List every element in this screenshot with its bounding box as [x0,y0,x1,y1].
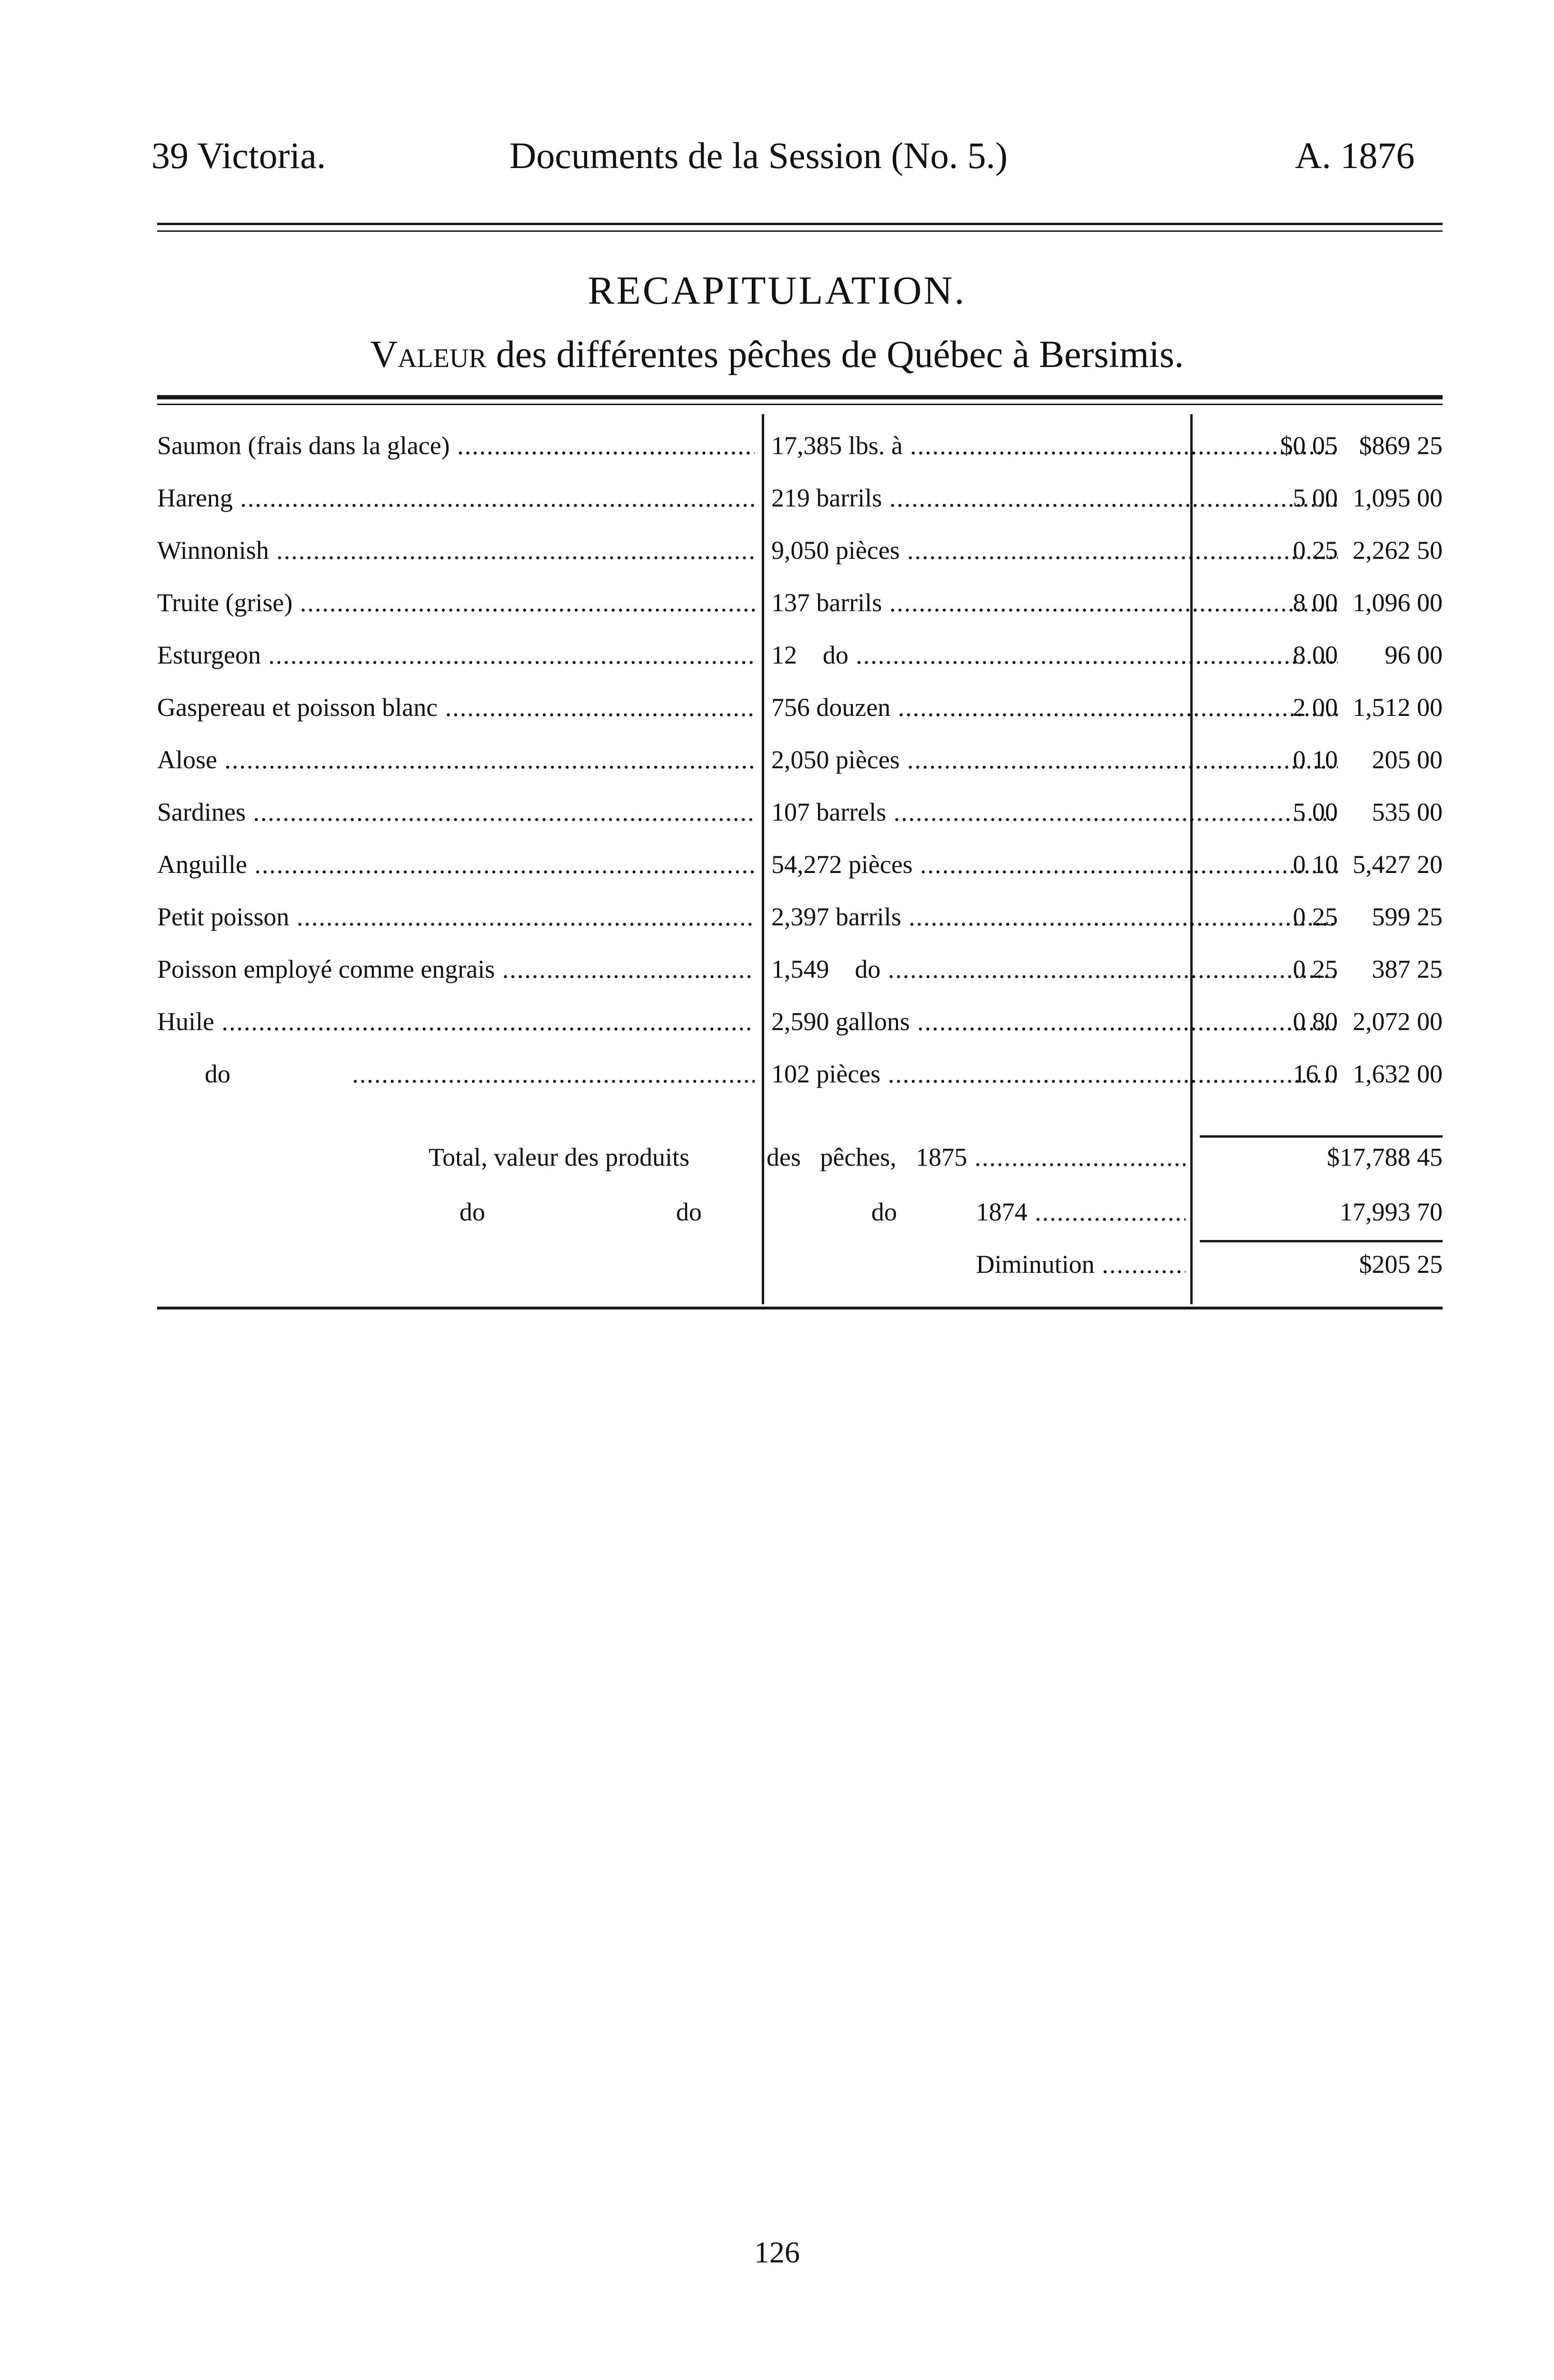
page-title: RECAPITULATION. [588,268,966,313]
total-1874-text: 1874 [976,1198,1027,1226]
row-quantity: 137 barrils ..... [771,588,1338,617]
row-quantity: 756 douzen ..... [771,693,1338,722]
row-value: 2,262 50 [1353,536,1443,565]
row-label: Petit poisson ..... [157,902,755,932]
row-rate: 5 00 [1293,484,1338,512]
row-quantity: 219 barrils ..... [771,483,1338,513]
row-quantity: 107 barrels ..... [771,797,1338,827]
total-rule [1200,1135,1443,1138]
row-label: Gaspereau et poisson blanc ..... [157,693,755,722]
page-number: 126 [754,2235,800,2269]
diminution-value: $205 25 [1359,1250,1443,1279]
row-value: 599 25 [1372,902,1443,931]
table-row [157,850,1443,897]
table-top-rule [157,395,1443,399]
header-rule-top [157,223,1443,225]
row-label: Saumon (frais dans la glace) ..... [157,431,755,460]
row-label: Sardines ..... [157,797,755,827]
row-quantity: 102 pièces ..... [771,1059,1338,1089]
row-rate: 8 00 [1293,641,1338,669]
row-rate: 0 25 [1293,902,1338,931]
row-quantity: 17,385 lbs. à ..... [771,431,1338,460]
row-rate: 0 25 [1293,536,1338,565]
row-quantity: 1,549 do ..... [771,954,1338,984]
row-value: 5,427 20 [1353,850,1443,879]
table-row [157,483,1443,531]
table-row [157,1007,1443,1054]
row-value: 1,632 00 [1353,1060,1443,1088]
total-leader [967,1143,1185,1171]
row-quantity: 54,272 pièces ..... [771,850,1338,879]
row-rate: 0 10 [1293,850,1338,879]
row-rate: 0 10 [1293,745,1338,774]
row-label: Poisson employé comme engrais ..... [157,954,755,984]
header-year: A. 1876 [1295,135,1415,176]
row-value: 1,096 00 [1353,588,1443,617]
table-row [157,640,1443,688]
header-document-title: Documents de la Session (No. 5.) [509,135,1008,176]
total-1875-label [767,1142,1185,1172]
total-1875-text: des pêches, 1875 [767,1143,967,1171]
total-do-2: do [676,1198,702,1226]
row-value: 1,512 00 [1353,693,1443,722]
row-label: Alose ..... [157,745,755,774]
row-label: Winnonish ..... [157,536,755,565]
row-rate: 16 0 [1293,1060,1338,1088]
table-row [157,745,1443,793]
total-1875-value: $17,788 45 [1327,1143,1443,1171]
header-rule-bottom [157,230,1443,232]
total-1874-value: 17,993 70 [1340,1198,1443,1226]
table-row [157,536,1443,583]
row-rate: 5 00 [1293,798,1338,826]
diminution-leader [1095,1250,1185,1279]
row-value: 387 25 [1372,955,1443,983]
diminution-label [976,1250,1185,1279]
row-label [157,1059,755,1089]
total-1874-label [976,1197,1185,1227]
page-subtitle [0,333,1554,377]
table-row [157,693,1443,740]
subtitle-caps: Valeur [370,334,487,376]
total-leader [1027,1198,1185,1226]
row-quantity: 2,050 pièces ..... [771,745,1338,774]
row-rate: $0 05 [1280,431,1338,460]
row-value: 535 00 [1372,798,1443,826]
row-label: Anguille ..... [157,850,755,879]
row-rate: 8 00 [1293,588,1338,617]
row-quantity: 2,590 gallons ..... [771,1007,1338,1036]
header-volume: 39 Victoria. [151,135,326,176]
diminution-rule [1200,1240,1443,1242]
row-rate: 0 80 [1293,1007,1338,1036]
row-quantity: 12 do ..... [771,640,1338,670]
table-bottom-rule [157,1307,1443,1309]
row-rate: 0 25 [1293,955,1338,983]
row-quantity: 2,397 barrils ..... [771,902,1338,932]
subtitle-rest: des différentes pêches de Québec à Bersimis. [496,334,1184,376]
row-value: $869 25 [1359,431,1443,460]
row-value: 205 00 [1372,745,1443,774]
diminution-text: Diminution [976,1250,1095,1279]
table-row [157,588,1443,635]
row-label: Huile ..... [157,1007,755,1036]
table-row [157,1059,1443,1107]
row-label: Esturgeon ..... [157,640,755,670]
row-rate: 2 00 [1293,693,1338,722]
row-value: 96 00 [1385,641,1443,669]
total-label: Total, valeur des produits [428,1143,690,1171]
total-do-1: do [459,1198,485,1226]
table-row [157,797,1443,845]
row-quantity: 9,050 pièces ..... [771,536,1338,565]
row-value: 1,095 00 [1353,484,1443,512]
row-label-do: do [205,1060,230,1088]
row-label: Hareng ..... [157,483,755,513]
total-do-3: do [871,1198,897,1226]
table-row [157,954,1443,1002]
table-row [157,431,1443,478]
row-value: 2,072 00 [1353,1007,1443,1036]
row-label: Truite (grise) ..... [157,588,755,617]
table-row [157,902,1443,950]
table-top-rule-thin [157,404,1443,405]
row-leader [230,1060,755,1088]
